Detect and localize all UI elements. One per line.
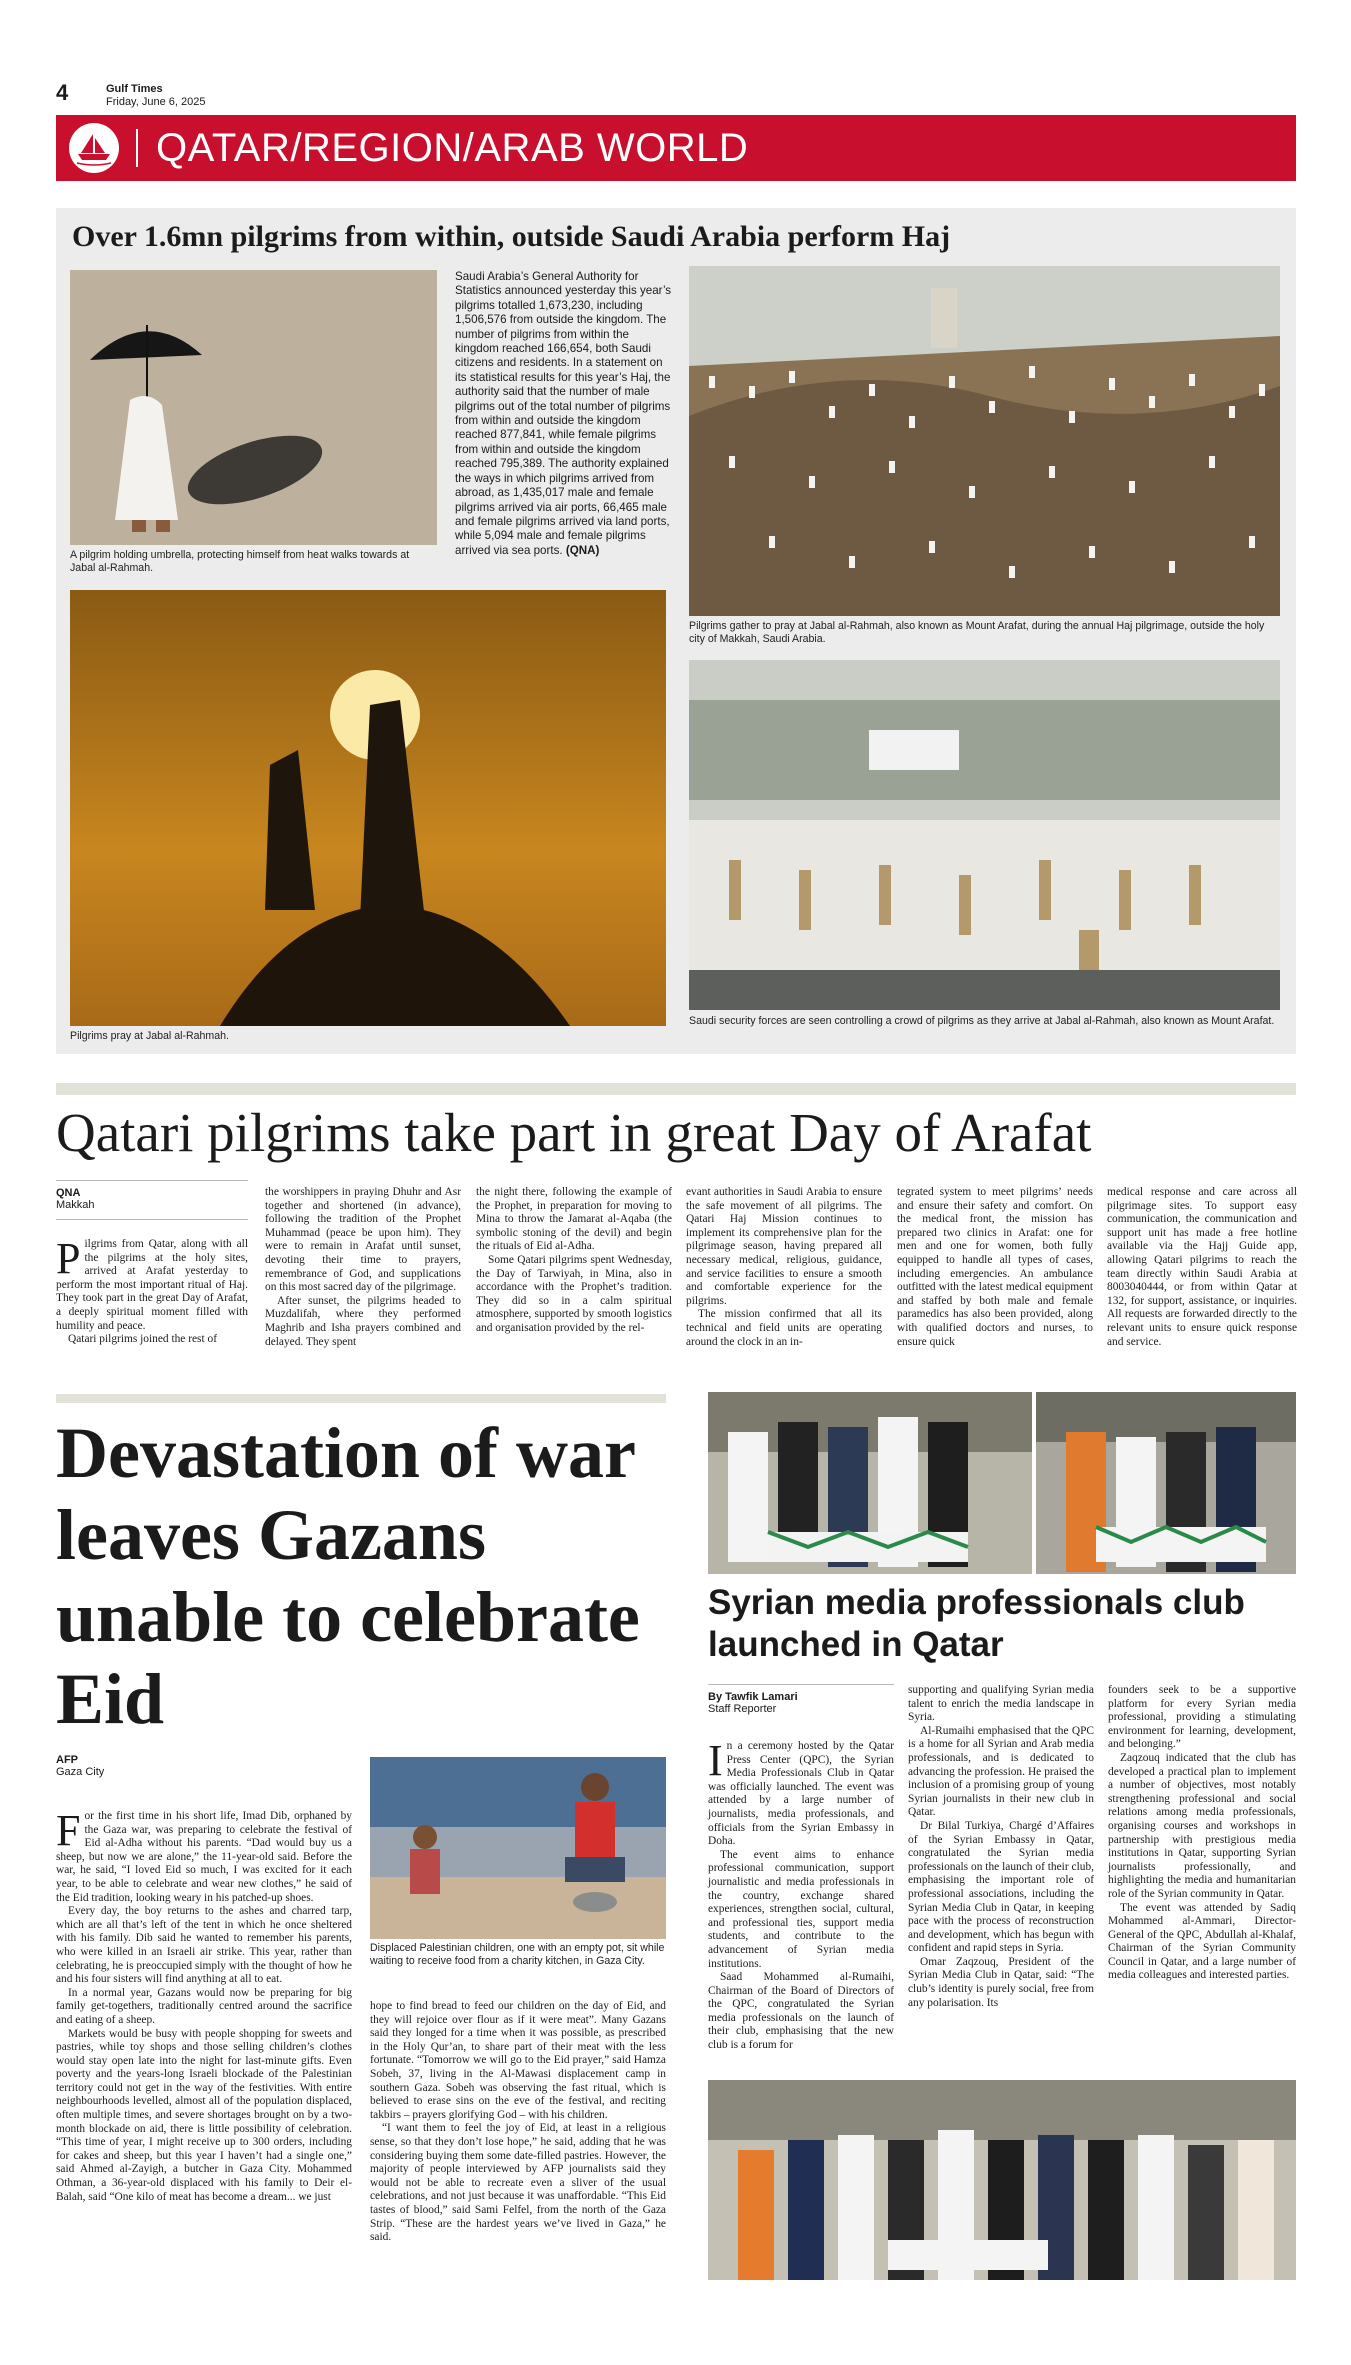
cake-cutting-photo-1	[708, 1392, 1032, 1574]
gaza-dropcap: F	[56, 1806, 81, 1855]
security-forces-photo	[689, 660, 1280, 1010]
arafat-column-2: the worshippers in praying Dhuhr and Asr together and shortened (in advance), following the tradition of the Prophet Muhammad (peace be upon him). They were to remain in Arafat until sunset, devoting their time to prayers, remembrance of God, and supplications on this most sacred day of the pilgrimage. After sunset, the pilgrims headed to Muzdalifah, where they performed Maghrib and Isha prayers combined and delayed. They spent	[265, 1186, 461, 1348]
sunset-prayer-photo	[70, 590, 666, 1026]
gaza-byline-place: Gaza City	[56, 1766, 105, 1778]
arafat-column-1: Pilgrims from Qatar, along with all the pilgrims at the holy sites, arrived at Arafat yesterday to perform the most important ritual of Haj. They took part in the great Day of Arafat, a deeply spiritual moment filled with humility and peace. Qatari pilgrims joined the rest of	[56, 1234, 248, 1346]
arafat-byline-place: Makkah	[56, 1199, 95, 1211]
mount-arafat-photo	[689, 266, 1280, 616]
arafat-divider-bar	[56, 1083, 1296, 1095]
arafat-dropcap: P	[56, 1234, 81, 1283]
arafat-column-6: medical response and care across all pilgrimage sites. To support easy communication, the communication and support unit has made a free hotline available via the Hajj Guide app, allowing Qatari pilgrims to reach the team directly within Saudi Arabia at 8003040444, or from within Qatar at 132, for support, assistance, or inquiries. All requests are forwarded directly to the relevant units to ensure quick response and service.	[1107, 1186, 1297, 1348]
section-title: QATAR/REGION/ARAB WORLD	[156, 126, 749, 170]
arafat-byline-agency: QNA	[56, 1187, 81, 1199]
section-banner	[56, 115, 1296, 181]
page-number: 4	[56, 80, 69, 105]
syrian-club-headline: Syrian media professionals club launched in Qatar	[708, 1583, 1245, 1664]
gaza-photo-caption: Displaced Palestinian children, one with an empty pot, sit while waiting to receive food from a charity kitchen, in Gaza City.	[370, 1942, 665, 1967]
gaza-divider-bar	[56, 1394, 666, 1403]
masthead-date: Friday, June 6, 2025	[106, 96, 206, 108]
masthead-name: Gulf Times	[106, 83, 163, 95]
gaza-byline	[56, 1754, 356, 1778]
syrian-club-role: Staff Reporter	[708, 1703, 777, 1715]
haj-stats-headline: Over 1.6mn pilgrims from within, outside Saudi Arabia perform Haj	[72, 220, 951, 253]
haj-stats-source: (QNA)	[565, 543, 600, 557]
syrian-club-column-3: founders seek to be a supportive platform for every Syrian media professional, providing a stimulating environment for learning, development, and belonging.” Zaqzouq indicated that the club has developed a practical plan to implement a number of objectives, most notably strengthening professional and social relations among media professionals, organising courses and workshops in partnership with prestigious media institutions in Qatar, supporting Syrian journalists professionally, and highlighting the media and humanitarian role of the Syrian community in Qatar. The event was attended by Sadiq Mohammed al-Ammari, Director-General of the QPC, Abdullah al-Khalaf, Chairman of the Syrian Community Council in Qatar, and a large number of media colleagues and interested parties.	[1108, 1684, 1296, 1982]
gaza-headline: Devastation of war leaves Gazans unable to celebrate Eid	[56, 1413, 640, 1739]
gaza-children-photo	[370, 1757, 666, 1939]
pilgrim-umbrella-photo	[70, 270, 437, 545]
umbrella-caption: A pilgrim holding umbrella, protecting himself from heat walks towards at Jabal al-Rahmah.	[70, 549, 410, 574]
arafat-headline: Qatari pilgrims take part in great Day of Arafat	[56, 1102, 1092, 1163]
gaza-byline-agency: AFP	[56, 1754, 78, 1766]
arafat-byline	[56, 1180, 248, 1220]
arafat-column-4: evant authorities in Saudi Arabia to ensure the safe movement of all pilgrims. The Qatari Haj Mission continues to implement its comprehensive plan for the pilgrimage season, having prepared all necessary medical, religious, guidance, and service facilities to ensure a smooth and comfortable experience for the pilgrims. The mission confirmed that all its technical and field units are operating around the clock in an in-	[686, 1186, 882, 1348]
haj-stats-body	[455, 270, 673, 558]
syrian-club-column-2: supporting and qualifying Syrian media talent to enrich the media landscape in Syria. Al-Rumaihi emphasised that the QPC is a home for all Syrian and Arab media professionals, and is dedicated to advancing the profession. He praised the inclusion of a promising group of young Syrian journalists in their new club in Qatar. Dr Bilal Turkiya, Chargé d’Affaires of the Syrian Embassy in Qatar, congratulated the Syrian media professionals on the launch of their club, emphasising the important role of professional associations, including the Syrian Media Club in Qatar, in keeping pace with the process of reconstruction and development, which has begun with confident and rapid steps in Syria. Omar Zaqzouq, President of the Syrian Media Club in Qatar, said: “The club’s identity is purely social, free from any polarisation. Its	[908, 1684, 1094, 2009]
security-caption: Saudi security forces are seen controlling a crowd of pilgrims as they arrive at Jabal al-Rahmah, also known as Mount Arafat.	[689, 1015, 1275, 1027]
mount-caption: Pilgrims gather to pray at Jabal al-Rahmah, also known as Mount Arafat, during the annual Haj pilgrimage, outside the holy city of Makkah, Saudi Arabia.	[689, 620, 1265, 645]
haj-stats-body-text: Saudi Arabia’s General Authority for Statistics announced yesterday this year’s pilgrims totalled 1,673,230, including 1,506,576 from outside the kingdom. The number of pilgrims from within the kingdom reached 166,654, both Saudi citizens and residents. In a statement on its statistical results for this year’s Haj, the authority said that the number of male pilgrims out of the total number of pilgrims from within and outside the kingdom reached 877,841, while female pilgrims from within and outside the kingdom reached 795,389. The authority explained the ways in which pilgrims arrived from abroad, as 1,435,017 male and female pilgrims arrived via air ports, 66,465 male and female pilgrims arrived via land ports, while 5,094 male and female pilgrims arrived via sea ports.	[455, 270, 672, 557]
syrian-club-byline	[708, 1684, 894, 1715]
arafat-column-5: tegrated system to meet pilgrims’ needs and ensure their safety and comfort. On the medical front, the mission has prepared two clinics in Arafat: one for men and one for women, both fully equipped to handle all types of cases, including emergencies. An ambulance outfitted with the latest medical equipment and staffed by both male and female paramedics has also been provided, along with qualified doctors and nurses, to ensure quick	[897, 1186, 1093, 1348]
cake-cutting-photo-2	[1036, 1392, 1296, 1574]
banner-divider	[136, 129, 138, 167]
media-club-group-photo	[708, 2080, 1296, 2280]
dhow-logo-icon	[69, 123, 119, 173]
syrian-club-column-1: In a ceremony hosted by the Qatar Press Center (QPC), the Syrian Media Professionals Club in Qatar was officially launched. The event was attended by a large number of journalists, media professionals, and officials from the Syrian Embassy in Doha. The event aims to enhance professional communication, support journalistic and media professionals in the country, exchange shared experiences, strengthen social, cultural, and professional ties, support media students, and contribute to the advancement of Syrian media institutions. Saad Mohammed al-Rumaihi, Chairman of the Board of Directors of the QPC, congratulated the Syrian media professionals on the launch of their club, emphasising that the new club is a forum for	[708, 1736, 894, 2052]
gaza-column-right: hope to find bread to feed our children on the day of Eid, and they will rejoice over flour as if it were meat”. Many Gazans said they longed for a time when it was possible, as prescribed in the Holy Qur’an, to share part of their meat with the less fortunate. “Tomorrow we will go to the Eid prayer,” said Hamza Sobeh, 37, living in the Al-Mawasi displacement camp in southern Gaza. Sobeh was observing the fast ritual, which is believed to erase sins on the eve of the festival, and reciting takbirs – prayers glorifying God – with his children. “I want them to feel the joy of Eid, at least in a religious sense, so that they don’t lose hope,” he said, adding that he was considering buying them some date-filled pastries. However, the majority of people interviewed by AFP journalists said they would not be able to recreate even a sliver of the usual celebrations, and not just because it was unaffordable. “This Eid tastes of blood,” said Sami Felfel, from the north of the Gaza Strip. “These are the hardest years we’ve lived in Gaza,” he said.	[370, 2000, 666, 2244]
arafat-column-3: the night there, following the example of the Prophet, in preparation for moving to Mina to throw the Jamarat al-Aqaba (the symbolic stoning of the devil) and begin the rituals of Eid al-Adha. Some Qatari pilgrims spent Wednesday, the Day of Tarwiyah, in Mina, also in accordance with the Prophet’s tradition. They did so in a calm spiritual atmosphere, supported by smooth logistics and organisation provided by the rel-	[476, 1186, 672, 1334]
syrian-club-author: By Tawfik Lamari	[708, 1691, 798, 1703]
gaza-column-left: For the first time in his short life, Imad Dib, orphaned by the Gaza war, was preparing to celebrate the festival of Eid al-Adha without his parents. “Dad would buy us a sheep, but now we are alone,” the 11-year-old said. Before the war, he said, “I loved Eid so much, I was excited for it each year, to be able to celebrate and wear new clothes,” he said of the Eid tradition, looking weary in his patched-up shoes. Every day, the boy returns to the ashes and charred tarp, which are all that’s left of the tent in which he once sheltered with his family. Dib said he wanted to remember his parents, who were killed in an Israeli air strike. This year, rather than celebrating, he is preoccupied simply with the thought of how he and his four sisters will find anything at all to eat. In a normal year, Gazans would now be preparing for big family get-togethers, traditionally centred around the sacrifice and eating of a sheep. Markets would be busy with people shopping for sweets and pastries, while toy shops and those selling children’s clothes would stay open late into the night for last-minute gifts. Even poverty and the years-long Israeli blockade of the Palestinian territory could not get in the way of the festivities. With entire neighbourhoods levelled, almost all of the population displaced, often multiple times, and severe shortages brought on by a two-month blockade on aid, there is little possibility of celebration. “This time of year, I might receive up to 300 orders, including for cakes and sheep, but this year I haven’t had a single one,” said Ahmed al-Zayigh, a butcher in Gaza City. Mohammed Othman, a 36-year-old displaced with his family to Deir el-Balah, said “One kilo of meat has become a dream... we just	[56, 1806, 352, 2203]
syrian-club-dropcap: I	[708, 1736, 723, 1785]
sunset-caption: Pilgrims pray at Jabal al-Rahmah.	[70, 1030, 229, 1042]
